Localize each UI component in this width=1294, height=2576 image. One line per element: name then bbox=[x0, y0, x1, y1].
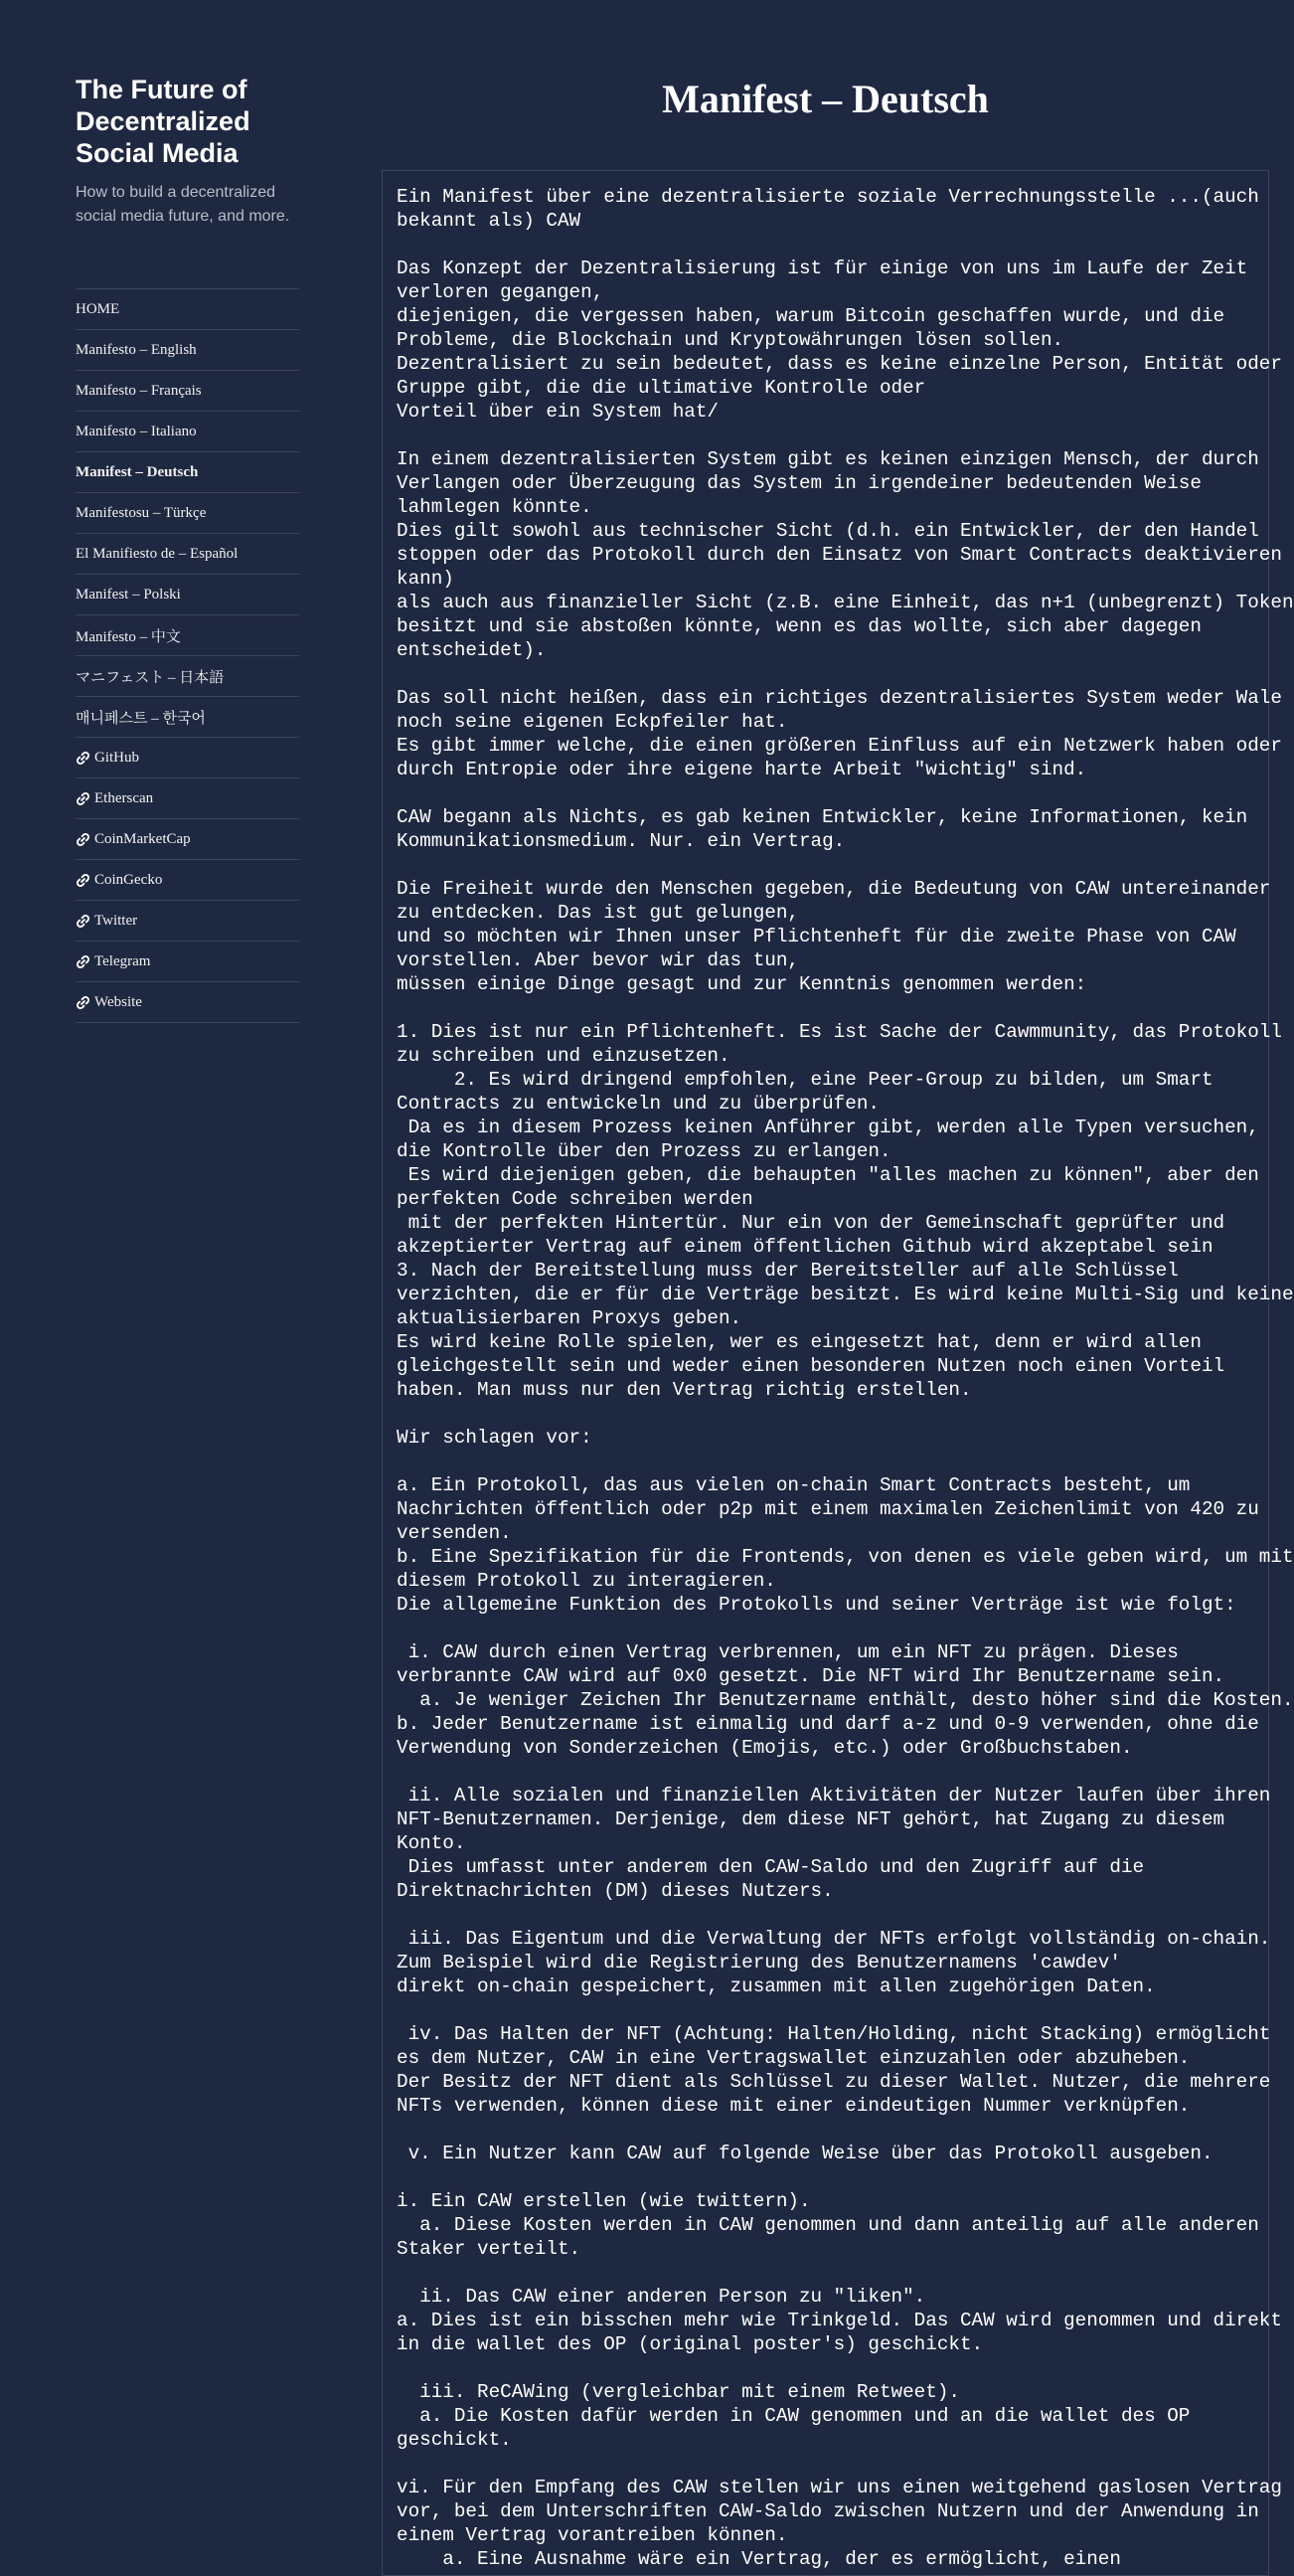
link-icon bbox=[76, 791, 90, 806]
nav-item-el-manifiesto-de-espa-ol[interactable] bbox=[76, 534, 299, 575]
nav-item-coinmarketcap[interactable] bbox=[76, 819, 299, 860]
nav-item-item-10[interactable] bbox=[76, 697, 299, 738]
nav-item-label: マニフェスト – 日本語 bbox=[76, 669, 225, 686]
nav-item-label: Website bbox=[94, 993, 142, 1010]
link-icon bbox=[76, 873, 90, 888]
nav-item-label: Manifesto – English bbox=[76, 341, 197, 358]
nav-item-label: El Manifiesto de – Español bbox=[76, 545, 239, 562]
nav-item-label: GitHub bbox=[94, 749, 139, 766]
nav-item-label: Manifest – Polski bbox=[76, 586, 181, 602]
nav-item-twitter[interactable] bbox=[76, 901, 299, 942]
nav-item-label: Twitter bbox=[94, 912, 138, 929]
nav-item-label: 매니페스트 – 한국어 bbox=[76, 710, 206, 727]
site-title[interactable]: The Future of Decentralized Social Media bbox=[76, 75, 250, 168]
nav-item-coingecko[interactable] bbox=[76, 860, 299, 901]
sidebar bbox=[76, 74, 299, 1023]
link-icon bbox=[76, 751, 90, 766]
nav-item-manifesto-english[interactable] bbox=[76, 330, 299, 371]
nav-item-label: Manifesto – Français bbox=[76, 382, 202, 399]
nav-item-label: Manifestosu – Türkçe bbox=[76, 504, 207, 521]
nav-item-item-9[interactable] bbox=[76, 656, 299, 697]
manifest-body: Ein Manifest über eine dezentralisierte soziale Verrechnungsstelle ...(auch bekannt als) CAW Das Konzept der Dezentralisierung ist für einige von uns im Laufe der Zeit verloren gegangen, diejenigen, die vergessen haben, warum Bitcoin geschaffen wurde, und die Probleme, die Blockchain und Kryptowährungen lösen sollen. Dezentralisiert zu sein bedeutet, dass es keine einzelne Person, Entität oder Gruppe gibt, die die ultimative Kontrolle oder Vorteil über ein System hat/ In einem dezentralisierten System gibt es keinen einzigen Mensch, der durch Verlangen oder Überzeugung das System in irgendeiner bedeutenden Weise lahmlegen könnte. Dies gilt sowohl aus technischer Sicht (d.h. ein Entwickler, der den Handel stoppen oder das Protokoll durch den Einsatz von Smart Contracts deaktivieren kann) als auch aus finanzieller Sicht (z.B. eine Einheit, das n+1 (unbegrenzt) Token besitzt und sie abstoßen könnte, wenn es das wollte, sich aber dagegen entscheidet). Das soll nicht heißen, dass ein richtiges dezentralisiertes System weder Wale noch seine eigenen Eckpfeiler hat. Es gibt immer welche, die einen größeren Einfluss auf ein Netzwerk haben oder durch Entropie oder ihre eigene harte Arbeit "wichtig" sind. CAW begann als Nichts, es gab keinen Entwickler, keine Informationen, kein Kommunikationsmedium. Nur. ein Vertrag. Die Freiheit wurde den Menschen gegeben, die Bedeutung von CAW untereinander zu entdecken. Das ist gut gelungen, und so möchten wir Ihnen unser Pflichtenheft für die zweite Phase von CAW vorstellen. Aber bevor wir das tun, müssen einige Dinge gesagt und zur Kenntnis genommen werden: 1. Dies ist nur ein Pflichtenheft. Es ist Sache der Cawmmunity, das Protokoll zu schreiben und einzusetzen. 2. Es wird dringend empfohlen, eine Peer-Group zu bilden, um Smart Contracts zu entwickeln und zu überprüfen. Da es in diesem Prozess keinen Anführer gibt, werden alle Typen versuchen, die Kontrolle über den Prozess zu erlangen. Es wird diejenigen geben, die behaupten "alles machen zu können", aber den perfekten Code schreiben werden mit der perfekten Hintertür. Nur ein von der Gemeinschaft geprüfter und akzeptierter Vertrag auf einem öffentlichen Github wird akzeptabel sein 3. Nach der Bereitstellung muss der Bereitsteller auf alle Schlüssel verzichten, die er für die Verträge besitzt. Es wird keine Multi-Sig und keine aktualisierbaren Proxys geben. Es wird keine Rolle spielen, wer es eingesetzt hat, denn er wird allen gleichgestellt sein und weder einen besonderen Nutzen noch einen Vorteil haben. Man muss nur den Vertrag richtig erstellen. Wir schlagen vor: a. Ein Protokoll, das aus vielen on-chain Smart Contracts besteht, um Nachrichten öffentlich oder p2p mit einem maximalen Zeichenlimit von 420 zu versenden. b. Eine Spezifikation für die Frontends, von denen es viele geben wird, um mit diesem Protokoll zu interagieren. Die allgemeine Funktion des Protokolls und seiner Verträge ist wie folgt: i. CAW durch einen Vertrag verbrennen, um ein NFT zu prägen. Dieses verbrannte CAW wird auf 0x0 gesetzt. Die NFT wird Ihr Benutzername sein. a. Je weniger Zeichen Ihr Benutzername enthält, desto höher sind die Kosten. b. Jeder Benutzername ist einmalig und darf a-z und 0-9 verwenden, ohne die Verwendung von Sonderzeichen (Emojis, etc.) oder Großbuchstaben. ii. Alle sozialen und finanziellen Aktivitäten der Nutzer laufen über ihren NFT-Benutzernamen. Derjenige, dem diese NFT gehört, hat Zugang zu diesem Konto. Dies umfasst unter anderem den CAW-Saldo und den Zugriff auf die Direktnachrichten (DM) dieses Nutzers. iii. Das Eigentum und die Verwaltung der NFTs erfolgt vollständig on-chain. Zum Beispiel wird die Registrierung des Benutzernamens 'cawdev' direkt on-chain gespeichert, zusammen mit allen zugehörigen Daten. iv. Das Halten der NFT (Achtung: Halten/Holding, nicht Stacking) ermöglicht es dem Nutzer, CAW in eine Vertragswallet einzuzahlen oder abzuheben. Der Besitz der NFT dient als Schlüssel zu dieser Wallet. Nutzer, die mehrere NFTs verwenden, können diese mit einer eindeutigen Nummer verknüpfen. v. Ein Nutzer kann CAW auf folgende Weise über das Protokoll ausgeben. i. Ein CAW erstellen (wie twittern). a. Diese Kosten werden in CAW genommen und dann anteilig auf alle anderen Staker verteilt. ii. Das CAW einer anderen Person zu "liken". a. Dies ist ein bisschen mehr wie Trinkgeld. Das CAW wird genommen und direkt in die wallet des OP (original poster's) geschickt. iii. ReCAWing (vergleichbar mit einem Retweet). a. Die Kosten dafür werden in CAW genommen und an die wallet des OP geschickt. vi. Für den Empfang des CAW stellen wir uns einen weitgehend gaslosen Vertrag vor, bei dem Unterschriften CAW-Saldo zwischen Nutzern und der Anwendung in einem Vertrag vorantreiben können. a. Eine Ausnahme wäre ein Vertrag, der es ermöglicht, einen bbox=[397, 186, 1294, 2570]
nav-item-manifestosu-t-rk-e[interactable] bbox=[76, 493, 299, 534]
nav-item-label: Manifesto – 中文 bbox=[76, 628, 181, 645]
nav-item-manifesto-italiano[interactable] bbox=[76, 412, 299, 452]
page-title: Manifest – Deutsch bbox=[662, 77, 989, 121]
nav-item-manifesto[interactable] bbox=[76, 615, 299, 656]
sidebar-nav bbox=[76, 288, 299, 1023]
nav-item-manifest-deutsch[interactable] bbox=[76, 452, 299, 493]
nav-item-github[interactable] bbox=[76, 738, 299, 778]
nav-item-label: HOME bbox=[76, 300, 120, 317]
nav-item-manifest-polski[interactable] bbox=[76, 575, 299, 615]
link-icon bbox=[76, 995, 90, 1010]
link-icon bbox=[76, 914, 90, 929]
nav-item-telegram[interactable] bbox=[76, 942, 299, 982]
nav-item-label: CoinMarketCap bbox=[94, 830, 191, 847]
nav-item-label: Manifest – Deutsch bbox=[76, 463, 199, 480]
link-icon bbox=[76, 954, 90, 969]
nav-item-label: Telegram bbox=[94, 952, 151, 969]
nav-item-manifesto-fran-ais[interactable] bbox=[76, 371, 299, 412]
nav-item-home[interactable] bbox=[76, 289, 299, 330]
manifest-content bbox=[382, 170, 1294, 2576]
nav-item-etherscan[interactable] bbox=[76, 778, 299, 819]
link-icon bbox=[76, 832, 90, 847]
nav-item-label: Etherscan bbox=[94, 789, 154, 806]
nav-item-label: CoinGecko bbox=[94, 871, 163, 888]
nav-item-label: Manifesto – Italiano bbox=[76, 423, 197, 439]
site-description: How to build a decentralized social media future, and more. bbox=[76, 184, 290, 225]
nav-item-website[interactable] bbox=[76, 982, 299, 1023]
